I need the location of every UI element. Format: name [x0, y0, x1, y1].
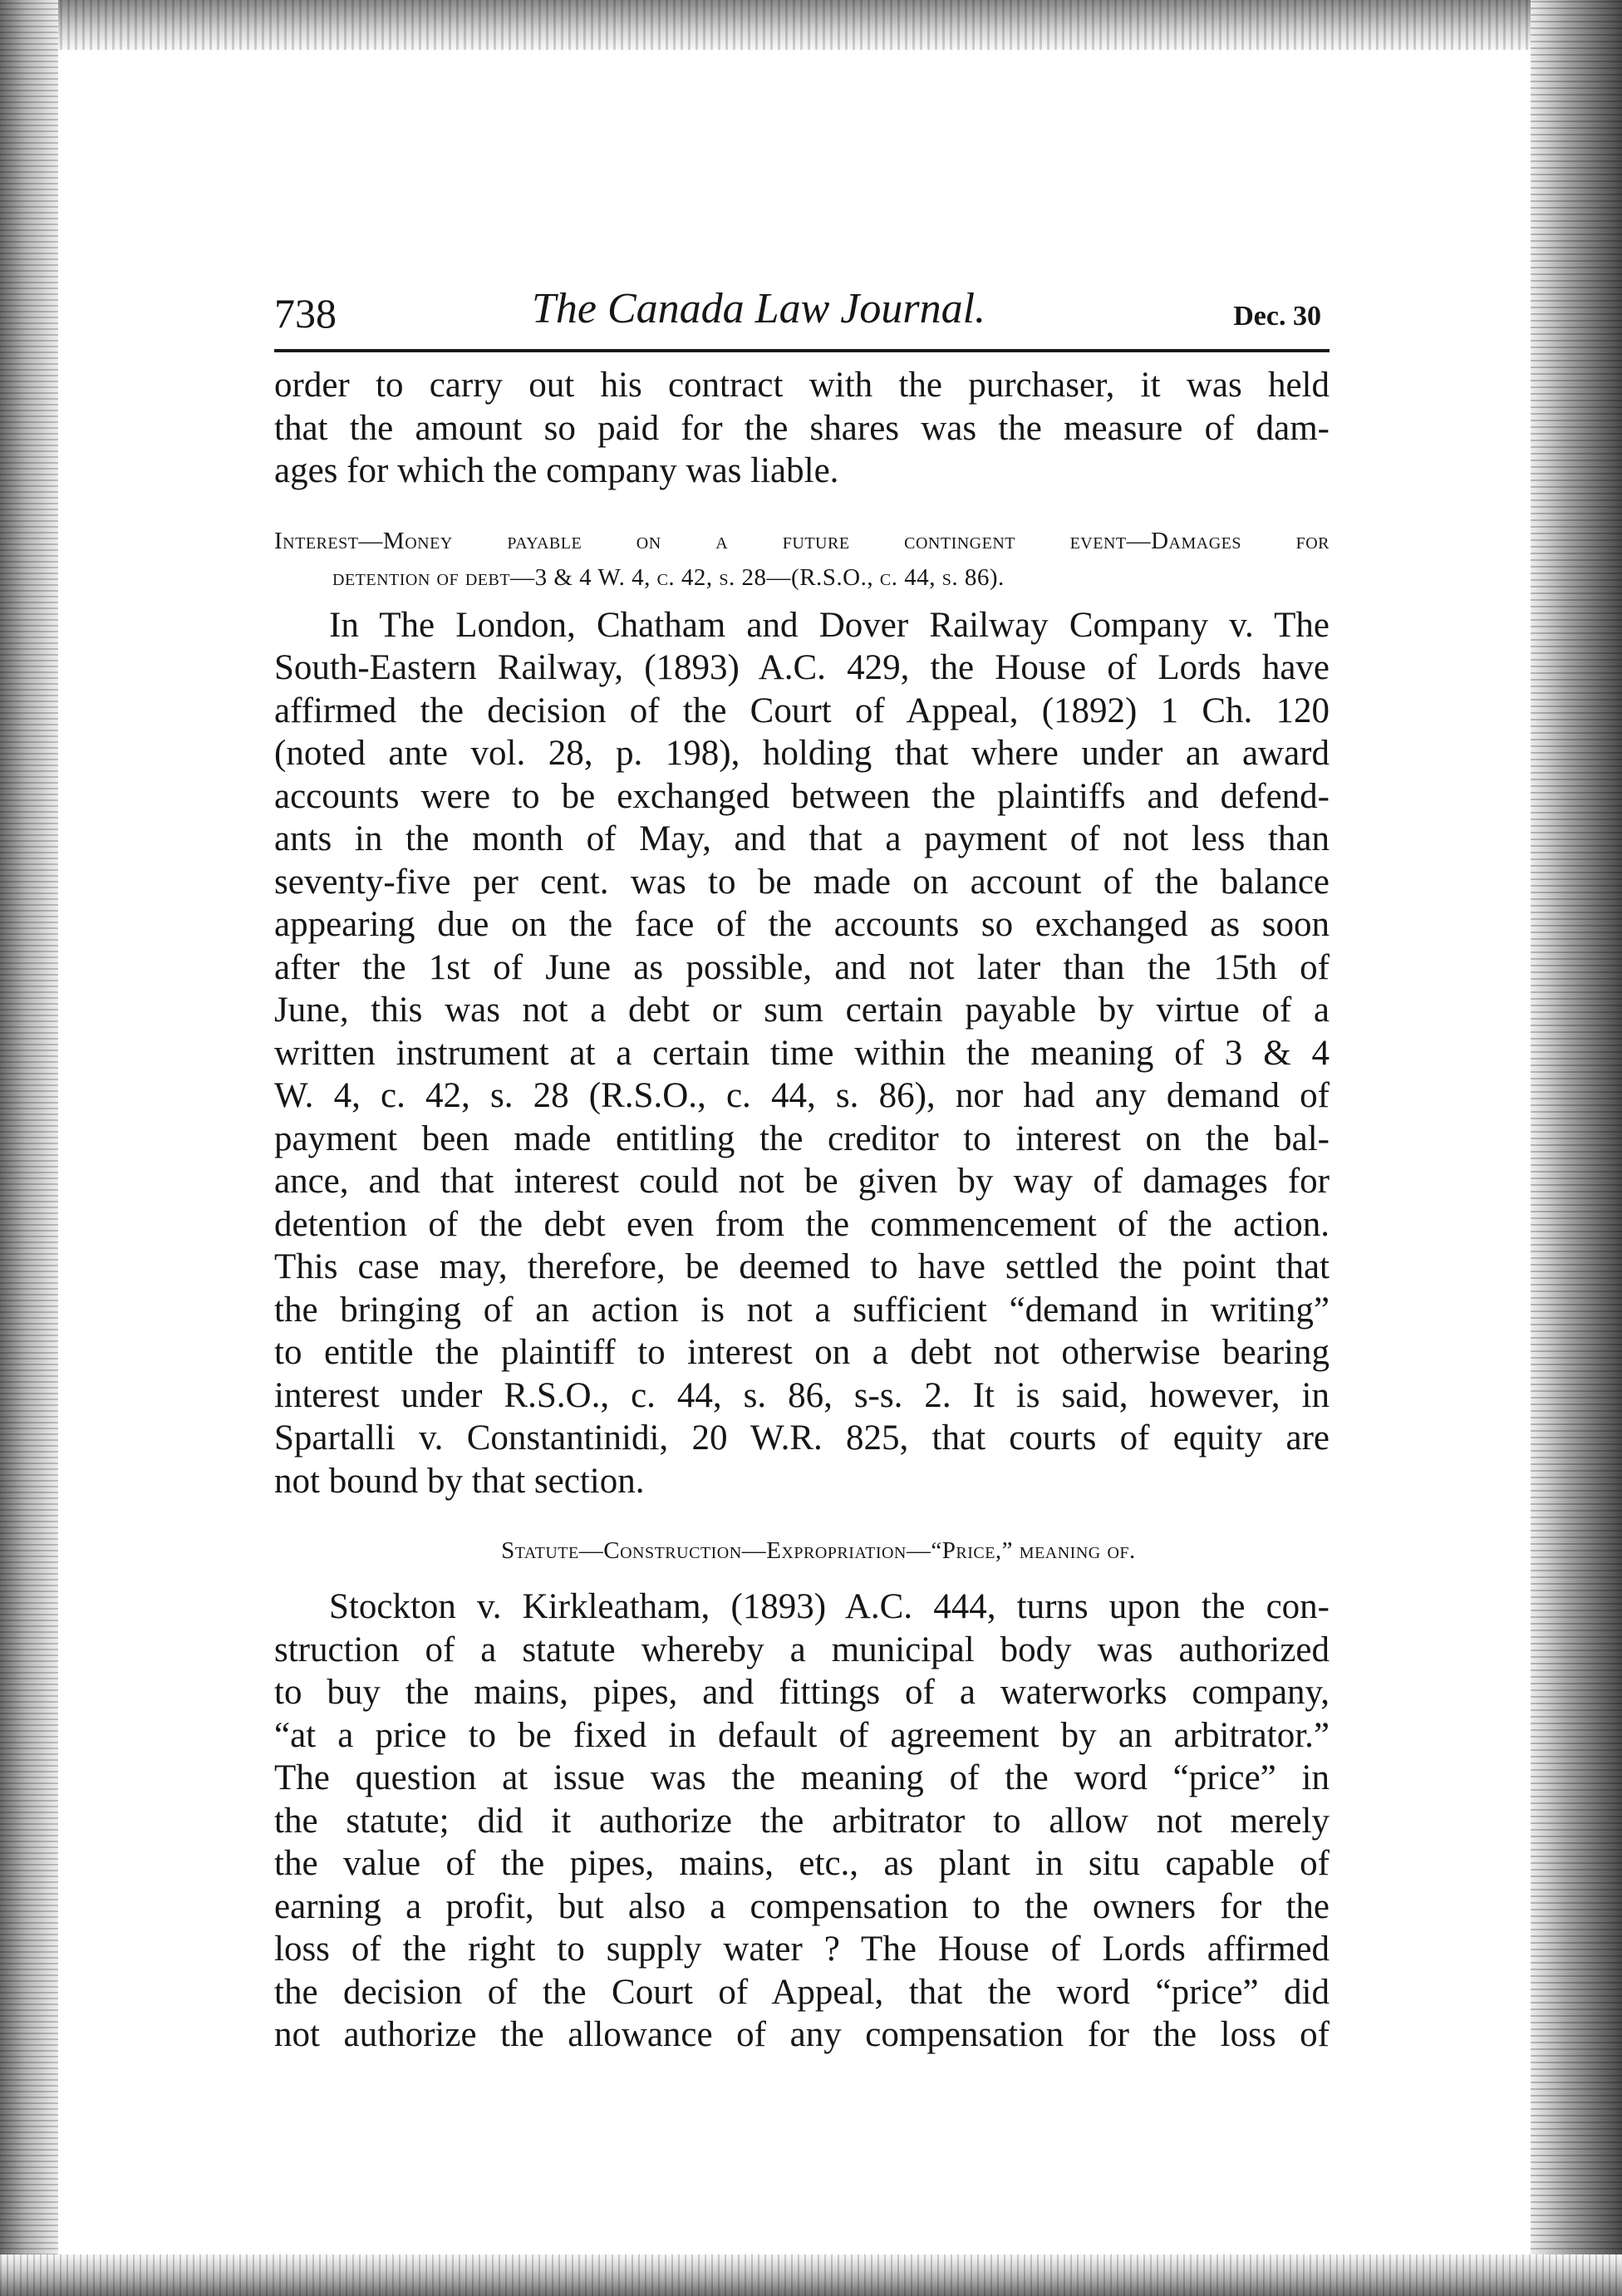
text-line: “at a price to be fixed in default of agreement by an arbitrator.” — [274, 1715, 1330, 1755]
text-line: Spartalli v. Constantinidi, 20 W.R. 825, that courts of equity are — [274, 1418, 1330, 1458]
text-line: earning a profit, but also a compensation to the owners for the — [274, 1886, 1330, 1926]
case-paragraph — [274, 1586, 1330, 2057]
scan-edge-right — [1531, 0, 1622, 2296]
text-line: loss of the right to supply water ? The House of Lords affirmed — [274, 1930, 1330, 1969]
text-line: to entitle the plaintiff to interest on a debt not otherwise bearing — [274, 1333, 1330, 1372]
scan-edge-bottom — [0, 2254, 1622, 2296]
text-line: after the 1st of June as possible, and not later than the 15th of — [274, 947, 1330, 987]
text-line: In The London, Chatham and Dover Railway Company v. The — [329, 605, 1330, 645]
section-headnote: Statute—Construction—Expropriation—“Price,” meaning of. — [501, 1537, 1136, 1564]
text-line: not authorize the allowance of any compensation for the loss of — [274, 2015, 1330, 2054]
text-line: This case may, therefore, be deemed to have settled the point that — [274, 1247, 1330, 1286]
text-line: that the amount so paid for the shares was the measure of dam- — [274, 408, 1330, 448]
text-line: the value of the pipes, mains, etc., as plant in situ capable of — [274, 1844, 1330, 1883]
running-head — [274, 283, 1330, 352]
text-line: written instrument at a certain time within the meaning of 3 & 4 — [274, 1033, 1330, 1073]
text-line: affirmed the decision of the Court of Appeal, (1892) 1 Ch. 120 — [274, 691, 1330, 730]
section-headnote — [274, 523, 1330, 596]
scan-edge-top — [0, 0, 1622, 50]
text-line: payment been made entitling the creditor to interest on the bal- — [274, 1119, 1330, 1158]
scan-edge-left — [0, 0, 58, 2296]
text-line: ance, and that interest could not be given by way of damages for — [274, 1162, 1330, 1201]
text-line: seventy-five per cent. was to be made on account of the balance — [274, 862, 1330, 902]
issue-date: Dec. 30 — [1233, 301, 1321, 332]
text-line: South-Eastern Railway, (1893) A.C. 429, the House of Lords have — [274, 648, 1330, 687]
page-number: 738 — [274, 290, 337, 337]
text-line: the decision of the Court of Appeal, that the word “price” did — [274, 1972, 1330, 2012]
journal-page — [274, 283, 1330, 2057]
text-line: detention of the debt even from the commencement of the action. — [274, 1204, 1330, 1244]
text-line: appearing due on the face of the accounts so exchanged as soon — [274, 905, 1330, 944]
text-line: (noted ante vol. 28, p. 198), holding that where under an award — [274, 734, 1330, 773]
text-line: accounts were to be exchanged between the plaintiffs and defend- — [274, 776, 1330, 816]
text-line: Stockton v. Kirkleatham, (1893) A.C. 444, turns upon the con- — [329, 1587, 1330, 1626]
continuation-paragraph — [274, 364, 1330, 493]
text-line: to buy the mains, pipes, and fittings of a waterworks company, — [274, 1673, 1330, 1712]
text-line: The question at issue was the meaning of the word “price” in — [274, 1758, 1330, 1797]
text-line: not bound by that section. — [274, 1461, 645, 1501]
text-line: order to carry out his contract with the purchaser, it was held — [274, 366, 1330, 405]
case-paragraph — [274, 604, 1330, 1503]
journal-title: The Canada Law Journal. — [532, 285, 986, 332]
text-line: interest under R.S.O., c. 44, s. 86, s-s. 2. It is said, however, in — [274, 1375, 1330, 1415]
text-line: the statute; did it authorize the arbitrator to allow not merely — [274, 1801, 1330, 1841]
headnote-line: detention of debt—3 & 4 W. 4, c. 42, s. 28—(R.S.O., c. 44, s. 86). — [332, 563, 1005, 591]
text-line: struction of a statute whereby a municipal body was authorized — [274, 1630, 1330, 1669]
text-line: June, this was not a debt or sum certain payable by virtue of a — [274, 991, 1330, 1030]
text-line: the bringing of an action is not a sufficient “demand in writing” — [274, 1290, 1330, 1330]
text-line: ages for which the company was liable. — [274, 451, 839, 490]
headnote-line: Interest—Money payable on a future contingent event—Damages for — [274, 527, 1330, 554]
text-line: ants in the month of May, and that a payment of not less than — [274, 819, 1330, 858]
text-line: W. 4, c. 42, s. 28 (R.S.O., c. 44, s. 86), nor had any demand of — [274, 1076, 1330, 1115]
